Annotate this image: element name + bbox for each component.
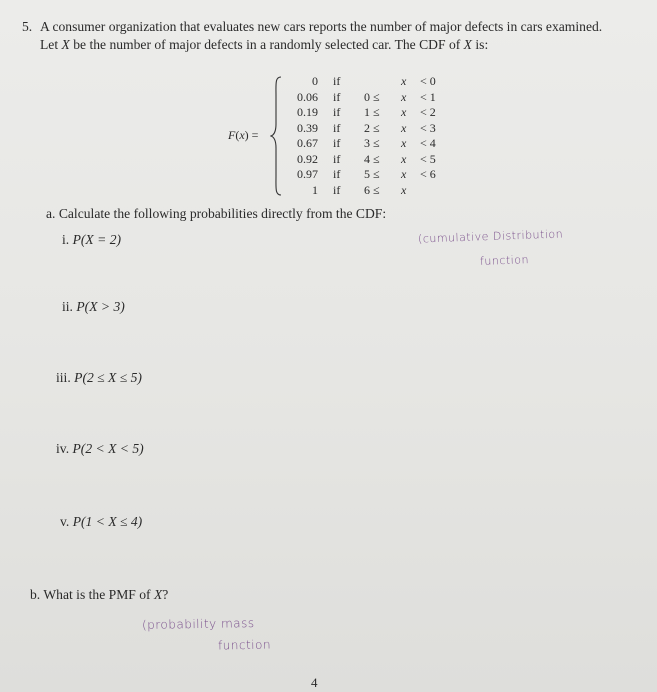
page-number: 4 — [311, 675, 318, 690]
cdf-row-0-hi: < 0 — [420, 74, 436, 88]
cdf-row-0-if: if — [333, 74, 341, 88]
cdf-row-5-hi: < 5 — [420, 151, 436, 166]
part-a-item-v: v. P(1 < X ≤ 4) — [60, 514, 143, 529]
handwritten-note-cdf-line2: function — [479, 253, 530, 268]
cdf-row-6-low: 5 — [364, 167, 370, 181]
cdf-row-7-value: 1 — [312, 182, 318, 197]
cdf-row-5-value: 0.92 — [297, 151, 318, 166]
left-brace-icon — [270, 76, 282, 196]
cdf-row-6-value: 0.97 — [297, 167, 318, 181]
problem-line-2: Let X be the number of major defects in a randomly selected car. The CDF of X is: — [40, 37, 489, 52]
cdf-row-2-low: 1 — [364, 105, 370, 119]
cdf-row-1-x: x — [401, 89, 407, 104]
cdf-row-2-hi: < 2 — [420, 105, 436, 119]
cdf-row-2-le: ≤ — [373, 105, 380, 119]
cdf-row-3-le: ≤ — [373, 120, 380, 135]
cdf-row-7-if: if — [333, 182, 341, 197]
cdf-row-3-low: 2 — [364, 120, 370, 135]
cdf-row-3-value: 0.39 — [297, 120, 318, 135]
cdf-row-7-x: x — [401, 182, 407, 197]
cdf-row-1-le: ≤ — [373, 89, 380, 104]
cdf-row-1-low: 0 — [364, 89, 370, 104]
cdf-row-4-low: 3 — [364, 136, 370, 150]
cdf-row-6-hi: < 6 — [420, 167, 436, 181]
cdf-row-2-value: 0.19 — [297, 105, 318, 119]
cdf-row-5-le: ≤ — [373, 151, 380, 166]
part-a-item-i: i. P(X = 2) — [62, 232, 122, 247]
cdf-row-3-hi: < 3 — [420, 120, 436, 135]
handwritten-note-pmf-line2: function — [217, 637, 272, 653]
cdf-row-4-x: x — [401, 136, 407, 150]
cdf-row-7-low: 6 — [364, 182, 370, 197]
cdf-row-3-x: x — [401, 120, 407, 135]
part-a-item-iv: iv. P(2 < X < 5) — [56, 441, 144, 456]
handwritten-note-pmf-line1: (probability mass — [141, 616, 255, 632]
problem-line-1: A consumer organization that evaluates new cars reports the number of major defects in cars examined. — [40, 19, 603, 34]
cdf-row-1-value: 0.06 — [297, 89, 318, 104]
cdf-row-6-le: ≤ — [373, 167, 380, 181]
part-a-item-ii: ii. P(X > 3) — [62, 299, 125, 314]
part-a-item-iii: iii. P(2 ≤ X ≤ 5) — [56, 370, 142, 385]
cdf-row-4-hi: < 4 — [420, 136, 436, 150]
cdf-row-5-low: 4 — [364, 151, 370, 166]
cdf-row-7-le: ≤ — [373, 182, 380, 197]
cdf-row-3-if: if — [333, 120, 341, 135]
handwritten-note-cdf-line1: (cumulative Distribution — [417, 227, 564, 246]
cdf-row-4-le: ≤ — [373, 136, 380, 150]
cdf-row-6-if: if — [333, 167, 341, 181]
part-a-label: a. Calculate the following probabilities directly from the CDF: — [46, 206, 387, 221]
cdf-row-5-if: if — [333, 151, 341, 166]
part-b-label: b. What is the PMF of X? — [30, 587, 169, 602]
cdf-row-2-if: if — [333, 105, 341, 119]
cdf-row-4-if: if — [333, 136, 341, 150]
cdf-row-5-x: x — [401, 151, 407, 166]
cdf-row-0-x: x — [401, 74, 407, 88]
problem-number: 5. — [22, 19, 33, 34]
cdf-row-1-hi: < 1 — [420, 89, 436, 104]
cdf-row-0-value: 0 — [312, 74, 318, 88]
cdf-row-4-value: 0.67 — [297, 136, 318, 150]
cdf-row-2-x: x — [401, 105, 407, 119]
cdf-row-6-x: x — [401, 167, 407, 181]
cdf-row-1-if: if — [333, 89, 341, 104]
cdf-lhs: F(x) = — [228, 128, 259, 142]
